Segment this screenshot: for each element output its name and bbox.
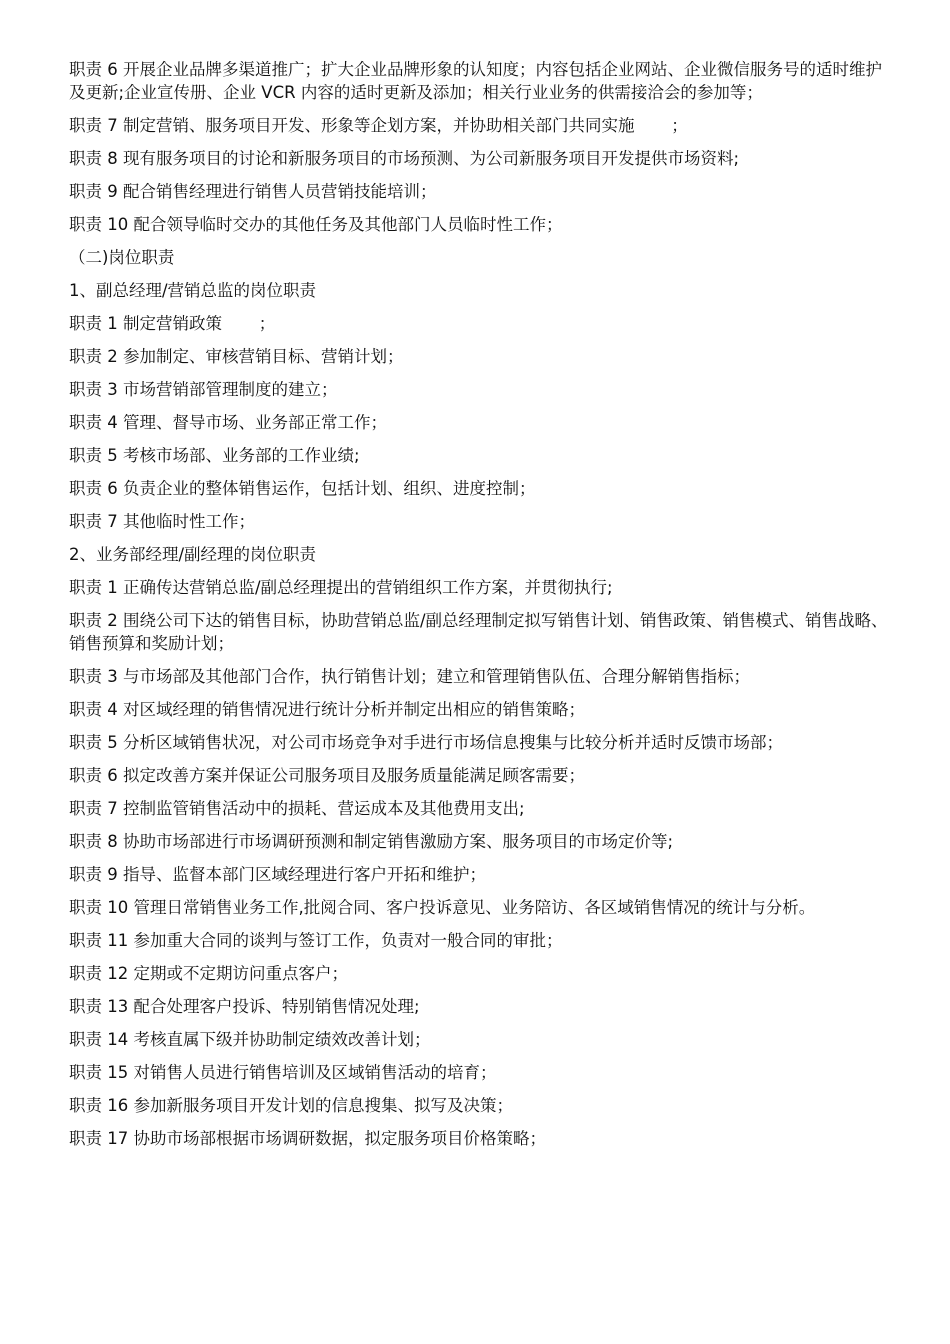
document-page — [69, 58, 895, 1160]
duty-paragraph: 职责 8 现有服务项目的讨论和新服务项目的市场预测、为公司新服务项目开发提供市场资料; — [69, 149, 740, 168]
duty-paragraph: 职责 3 与市场部及其他部门合作，执行销售计划；建立和管理销售队伍、合理分解销售指标； — [69, 667, 750, 686]
duty-paragraph: 职责 7 控制监管销售活动中的损耗、营运成本及其他费用支出; — [69, 799, 525, 818]
role-title: 1、副总经理/营销总监的岗位职责 — [69, 281, 317, 300]
duty-paragraph: 职责 2 围绕公司下达的销售目标，协助营销总监/副总经理制定拟写销售计划、销售政策、销售模式、销售战略、销售预算和奖励计划； — [69, 611, 888, 653]
duty-paragraph: 职责 17 协助市场部根据市场调研数据，拟定服务项目价格策略； — [69, 1129, 546, 1148]
duty-paragraph: 职责 15 对销售人员进行销售培训及区域销售活动的培育； — [69, 1063, 497, 1082]
duty-paragraph: 职责 9 指导、监督本部门区域经理进行客户开拓和维护； — [69, 865, 486, 884]
duty-paragraph: 职责 8 协助市场部进行市场调研预测和制定销售激励方案、服务项目的市场定价等; — [69, 832, 674, 851]
duty-paragraph: 职责 10 配合领导临时交办的其他任务及其他部门人员临时性工作； — [69, 215, 563, 234]
duty-paragraph: 职责 4 对区域经理的销售情况进行统计分析并制定出相应的销售策略； — [69, 700, 585, 719]
duty-paragraph: 职责 3 市场营销部管理制度的建立； — [69, 380, 338, 399]
section-heading: （二)岗位职责 — [69, 248, 175, 267]
duty-paragraph: 职责 11 参加重大合同的谈判与签订工作，负责对一般合同的审批； — [69, 931, 563, 950]
duty-paragraph: 职责 13 配合处理客户投诉、特别销售情况处理; — [69, 997, 420, 1016]
duty-paragraph: 职责 4 管理、督导市场、业务部正常工作； — [69, 413, 387, 432]
duty-paragraph: 职责 5 考核市场部、业务部的工作业绩; — [69, 446, 360, 465]
duty-paragraph: 职责 1 正确传达营销总监/副总经理提出的营销组织工作方案，并贯彻执行; — [69, 578, 613, 597]
duty-paragraph: 职责 1 制定营销政策 ； — [69, 314, 276, 333]
duty-paragraph: 职责 6 负责企业的整体销售运作，包括计划、组织、进度控制； — [69, 479, 536, 498]
duty-paragraph: 职责 14 考核直属下级并协助制定绩效改善计划； — [69, 1030, 431, 1049]
duty-paragraph: 职责 2 参加制定、审核营销目标、营销计划； — [69, 347, 404, 366]
duty-paragraph: 职责 7 制定营销、服务项目开发、形象等企划方案，并协助相关部门共同实施 ； — [69, 116, 688, 135]
duty-paragraph: 职责 10 管理日常销售业务工作,批阅合同、客户投诉意见、业务陪访、各区域销售情况的统计与分析。 — [69, 898, 816, 917]
duty-paragraph: 职责 12 定期或不定期访问重点客户； — [69, 964, 348, 983]
duty-paragraph: 职责 6 开展企业品牌多渠道推广；扩大企业品牌形象的认知度；内容包括企业网站、企业微信服务号的适时维护及更新;企业宣传册、企业 VCR 内容的适时更新及添加；相关行业业务的供需接洽会的参加等； — [69, 60, 882, 102]
role-title: 2、业务部经理/副经理的岗位职责 — [69, 545, 317, 564]
duty-paragraph: 职责 9 配合销售经理进行销售人员营销技能培训； — [69, 182, 437, 201]
duty-paragraph: 职责 5 分析区域销售状况，对公司市场竞争对手进行市场信息搜集与比较分析并适时反馈市场部； — [69, 733, 783, 752]
duty-paragraph: 职责 6 拟定改善方案并保证公司服务项目及服务质量能满足顾客需要； — [69, 766, 585, 785]
duty-paragraph: 职责 7 其他临时性工作； — [69, 512, 255, 531]
duty-paragraph: 职责 16 参加新服务项目开发计划的信息搜集、拟写及决策； — [69, 1096, 513, 1115]
